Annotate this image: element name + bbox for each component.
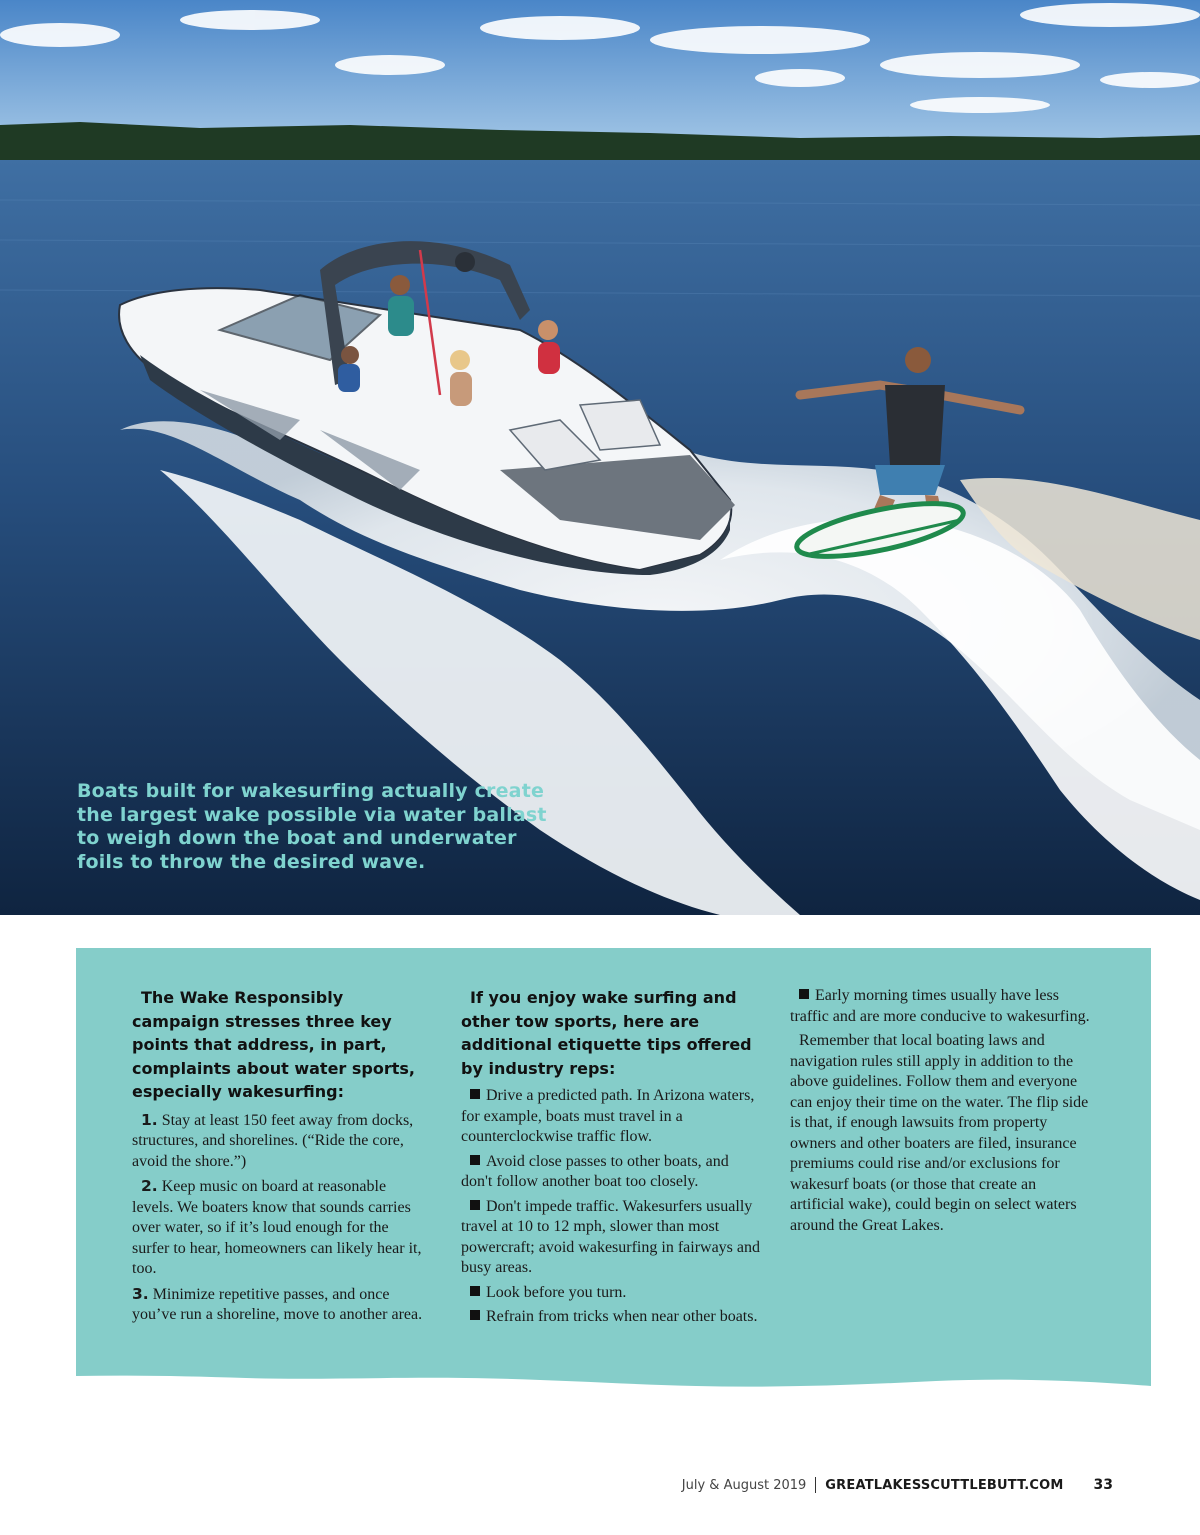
campaign-point-2	[132, 1176, 427, 1280]
campaign-point-3	[132, 1284, 427, 1326]
tip-item: Don't impede traffic. Wakesurfers usually travel at 10 to 12 mph, slower than most powercraft; avoid wakesurfing in fairways and busy areas.	[461, 1197, 760, 1276]
sidebar-column-2	[461, 986, 761, 1332]
sidebar-column-3	[790, 986, 1090, 1240]
website-url: GREATLAKESSCUTTLEBUTT.COM	[825, 1477, 1064, 1493]
photo-caption: Boats built for wakesurfing actually create the largest wake possible via water ballast to weigh down the boat and underwater foils to throw the desired wave.	[77, 780, 547, 873]
tip-item: Refrain from tricks when near other boats.	[461, 1307, 761, 1328]
point-number: 1.	[141, 1110, 158, 1129]
page-number: 33	[1093, 1477, 1113, 1493]
tips-lead: If you enjoy wake surfing and other tow sports, here are additional etiquette tips offered by industry reps:	[461, 988, 752, 1078]
bullet-square-icon	[470, 1310, 480, 1320]
bullet-square-icon	[470, 1089, 480, 1099]
bullet-square-icon	[470, 1155, 480, 1165]
campaign-lead: The Wake Responsibly campaign stresses three key points that address, in part, complaints about water sports, especially wakesurfing:	[132, 988, 415, 1101]
tip-item: Drive a predicted path. In Arizona waters, for example, boats must travel in a counterclockwise traffic flow.	[461, 1087, 755, 1145]
page-footer	[682, 1477, 1113, 1493]
point-number: 2.	[141, 1177, 158, 1195]
etiquette-sidebar	[76, 948, 1151, 1388]
tip-item: Look before you turn.	[461, 1283, 761, 1304]
closing-paragraph: Remember that local boating laws and navigation rules still apply in addition to the above guidelines. Follow them and everyone can enjoy their time on the water. The flip side is that, if enough lawsuits from property owners and other boaters are filed, insurance premiums could rise and/or exclusions for wakesurf boats (or those that create an artificial wake), could begin on select waters around the Great Lakes.	[790, 1032, 1089, 1234]
point-text: Minimize repetitive passes, and once you’ve run a shoreline, move to another area.	[132, 1285, 423, 1323]
campaign-point-1	[132, 1110, 427, 1173]
tip-item: Avoid close passes to other boats, and don't follow another boat too closely.	[461, 1152, 729, 1190]
point-text: Stay at least 150 feet away from docks, structures, and shorelines. (“Ride the core, avoid the shore.”)	[132, 1111, 414, 1170]
issue-date: July & August 2019	[681, 1477, 807, 1493]
tip-item: Early morning times usually have less traffic and are more conducive to wakesurfing.	[790, 987, 1090, 1025]
bullet-square-icon	[470, 1286, 480, 1296]
point-text: Keep music on board at reasonable levels. We boaters know that sounds carries over water, so if it’s loud enough for the surfer to hear, homeowners can likely hear it, too.	[132, 1178, 422, 1277]
footer-divider	[815, 1477, 816, 1493]
point-number: 3.	[132, 1284, 149, 1303]
bullet-square-icon	[799, 989, 809, 999]
sidebar-column-1	[132, 986, 427, 1330]
bullet-square-icon	[470, 1200, 480, 1210]
